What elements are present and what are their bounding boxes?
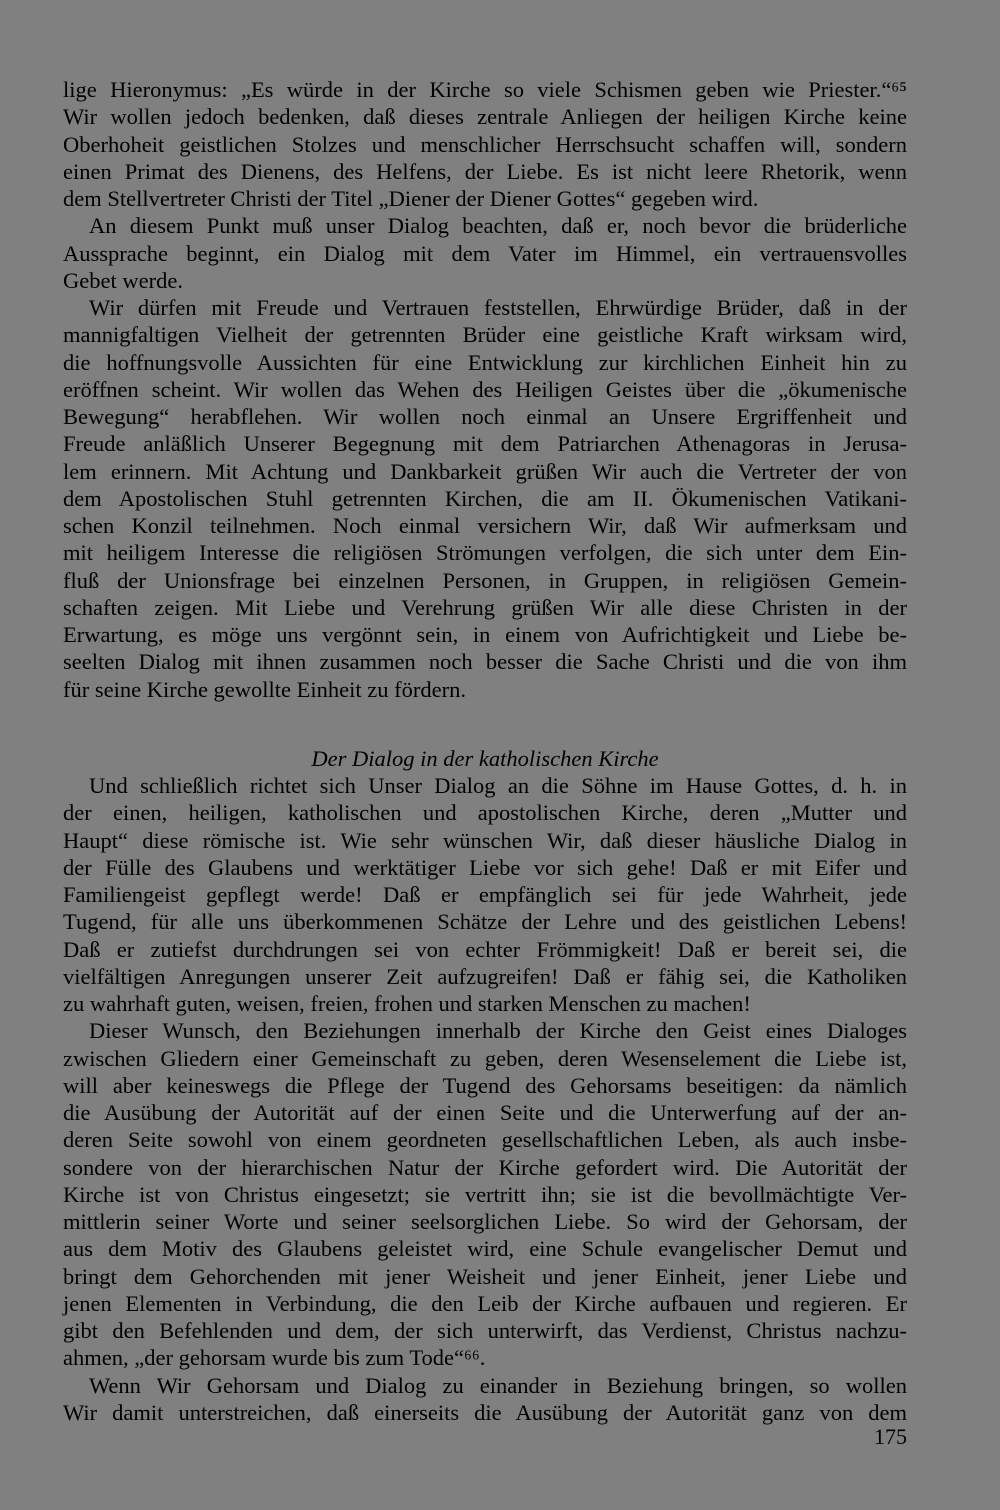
text-line: will aber keineswegs die Pflege der Tugend des Gehorsams beseitigen: da nämlich — [63, 1072, 907, 1098]
text-line: Daß er zutiefst durchdrungen sei von echter Frömmigkeit! Daß er bereit sei, die — [63, 936, 907, 962]
text-line: Familiengeist gepflegt werde! Daß er empfänglich sei für jede Wahrheit, jede — [63, 882, 907, 907]
page-number: 175 — [874, 1424, 907, 1449]
text-line: Wenn Wir Gehorsam und Dialog zu einander in Beziehung bringen, so wollen — [89, 1372, 907, 1398]
section-spacer — [63, 703, 907, 745]
text-line: zu wahrhaft guten, weisen, freien, frohen und starken Menschen zu machen! — [63, 991, 751, 1016]
text-line: der einen, heiligen, katholischen und apostolischen Kirche, deren „Mutter und — [63, 800, 907, 826]
text-line: Wir dürfen mit Freude und Vertrauen feststellen, Ehrwürdige Brüder, daß in der — [89, 295, 907, 320]
text-line: mannigfaltigen Vielheit der getrennten Brüder eine geistliche Kraft wirksam wird, — [63, 322, 907, 348]
text-line: aus dem Motiv des Glaubens geleistet wird, eine Schule evangelischer Demut und — [63, 1236, 907, 1262]
text-line: Und schließlich richtet sich Unser Dialog an die Söhne im Hause Gottes, d. h. in — [89, 773, 907, 798]
text-line: vielfältigen Anregungen unserer Zeit aufzugreifen! Daß er fähig sei, die Katholiken — [63, 963, 907, 989]
text-line: lige Hieronymus: „Es würde in der Kirche so viele Schismen geben wie Priester.“⁶⁵ — [63, 77, 907, 102]
text-line: Freude anläßlich Unserer Begegnung mit dem Patriarchen Athenagoras in Jerusa- — [63, 431, 907, 457]
text-line: dem Apostolischen Stuhl getrennten Kirchen, die am II. Ökumenischen Vatikani- — [63, 485, 907, 511]
section-heading: Der Dialog in der katholischen Kirche — [311, 745, 659, 771]
text-line: zwischen Gliedern einer Gemeinschaft zu geben, deren Wesenselement die Liebe ist, — [63, 1045, 907, 1071]
text-line: Wir damit unterstreichen, daß einerseits die Ausübung der Autorität ganz von dem — [63, 1399, 907, 1425]
text-line: die hoffnungsvolle Aussichten für eine Entwicklung zur kirchlichen Einheit hin zu — [63, 349, 907, 375]
text-line: Aussprache beginnt, ein Dialog mit dem Vater im Himmel, ein vertrauensvolles — [63, 240, 907, 266]
text-line: mit heiligem Interesse die religiösen Strömungen verfolgen, die sich unter dem Ein- — [63, 540, 907, 566]
text-line: Kirche ist von Christus eingesetzt; sie vertritt ihn; sie ist die bevollmächtigte Ver- — [63, 1181, 907, 1207]
text-line: Haupt“ diese römische ist. Wie sehr wünschen Wir, daß dieser häusliche Dialog in — [63, 827, 907, 853]
text-line: schen Konzil teilnehmen. Noch einmal versichern Wir, daß Wir aufmerksam und — [63, 513, 907, 538]
text-line: ahmen, „der gehorsam wurde bis zum Tode“⁶⁶. — [63, 1345, 486, 1371]
text-line: Wir wollen jedoch bedenken, daß dieses zentrale Anliegen der heiligen Kirche keine — [63, 104, 907, 130]
text-line: gibt den Befehlenden und dem, der sich unterwirft, das Verdienst, Christus nachzu- — [63, 1318, 907, 1343]
text-line: Tugend, für alle uns überkommenen Schätze der Lehre und des geistlichen Lebens! — [63, 909, 907, 935]
text-line: Oberhoheit geistlichen Stolzes und menschlicher Herrschsucht schaffen will, sondern — [63, 131, 907, 157]
text-line: Bewegung“ herabflehen. Wir wollen noch einmal an Unsere Ergriffenheit und — [63, 404, 907, 429]
text-line: für seine Kirche gewollte Einheit zu fördern. — [63, 676, 466, 702]
text-line: lem erinnern. Mit Achtung und Dankbarkeit grüßen Wir auch die Vertreter der von — [63, 458, 907, 484]
text-line: jenen Elementen in Verbindung, die den Leib der Kirche aufbauen und regieren. Er — [63, 1290, 907, 1316]
text-line: Dieser Wunsch, den Beziehungen innerhalb der Kirche den Geist eines Dialoges — [89, 1018, 907, 1044]
text-line: deren Seite sowohl von einem geordneten gesellschaftlichen Leben, als auch insbe- — [63, 1127, 907, 1153]
text-line: die Ausübung der Autorität auf der einen Seite und die Unterwerfung auf der an- — [63, 1100, 907, 1125]
text-line: An diesem Punkt muß unser Dialog beachten, daß er, noch bevor die brüderliche — [89, 213, 907, 239]
document-page — [63, 76, 907, 1426]
text-line: bringt dem Gehorchenden mit jener Weisheit und jener Einheit, jener Liebe und — [63, 1263, 907, 1289]
text-line: fluß der Unionsfrage bei einzelnen Personen, in Gruppen, in religiösen Gemein- — [63, 567, 907, 593]
text-line: Erwartung, es möge uns vergönnt sein, in einem von Aufrichtigkeit und Liebe be- — [63, 622, 907, 647]
text-line: sondere von der hierarchischen Natur der Kirche gefordert wird. Die Autorität der — [63, 1154, 907, 1180]
text-line: Gebet werde. — [63, 267, 183, 293]
text-line: seelten Dialog mit ihnen zusammen noch besser die Sache Christi und die von ihm — [63, 649, 907, 675]
text-line: mittlerin seiner Worte und seiner seelsorglichen Liebe. So wird der Gehorsam, der — [63, 1209, 907, 1234]
text-line: der Fülle des Glaubens und werktätiger Liebe vor sich gehe! Daß er mit Eifer und — [63, 854, 907, 880]
text-line: eröffnen scheint. Wir wollen das Wehen des Heiligen Geistes über die „ökumenische — [63, 376, 907, 402]
text-line: schaften zeigen. Mit Liebe und Verehrung grüßen Wir alle diese Christen in der — [63, 594, 907, 620]
text-line: dem Stellvertreter Christi der Titel „Diener der Diener Gottes“ gegeben wird. — [63, 186, 759, 211]
text-line: einen Primat des Dienens, des Helfens, der Liebe. Es ist nicht leere Rhetorik, wenn — [63, 158, 907, 184]
